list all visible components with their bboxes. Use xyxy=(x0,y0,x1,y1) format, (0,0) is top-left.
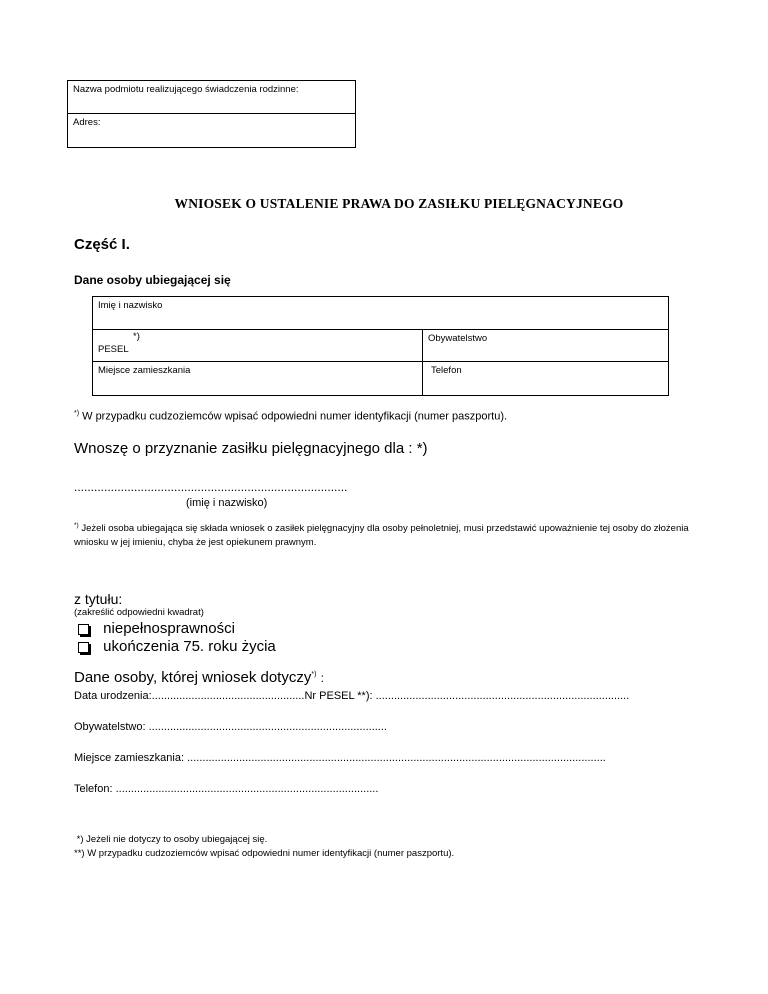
person-heading xyxy=(74,669,324,686)
title-of-heading: z tytułu: xyxy=(74,591,123,607)
person-citizenship-field[interactable]: .............................................................................. xyxy=(148,721,387,733)
address-label: Adres: xyxy=(73,117,101,128)
entity-name-field[interactable] xyxy=(68,81,355,114)
person-residence-field[interactable]: ......................................................................................................................................... xyxy=(187,752,606,764)
pesel-footnote-mark: *) xyxy=(133,331,140,342)
person-heading-mark: *) xyxy=(311,671,317,678)
birth-field[interactable]: .................................................. xyxy=(151,690,305,702)
applicant-pesel-field[interactable] xyxy=(93,330,423,362)
person-phone-field[interactable]: ...................................................................................... xyxy=(115,783,379,795)
applicant-heading: Dane osoby ubiegającej się xyxy=(74,273,231,287)
person-heading-text: Dane osoby, której wniosek dotyczy xyxy=(74,669,312,686)
person-citizenship-row xyxy=(74,721,387,733)
person-pesel-label: Nr PESEL **): xyxy=(304,690,373,702)
person-birth-row xyxy=(74,690,629,702)
person-residence-row xyxy=(74,752,606,764)
applicant-table xyxy=(92,296,669,396)
part-heading: Część I. xyxy=(74,236,130,253)
footnote-2-text: Jeżeli osoba ubiegająca się składa wniosek o zasiłek pielęgnacyjny dla osoby pełnoletniej, musi przedstawić upoważnienie tej osoby do złożenia wniosku w jej imieniu, chyba że jest opiekunem prawnym. xyxy=(74,523,689,549)
option-age-label: ukończenia 75. roku życia xyxy=(103,638,276,655)
person-phone-row xyxy=(74,783,378,795)
residence-label: Miejsce zamieszkania xyxy=(98,365,191,376)
entity-name-label: Nazwa podmiotu realizującego świadczenia rodzinne: xyxy=(73,84,299,95)
applicant-residence-field[interactable] xyxy=(93,362,423,395)
checkbox-icon[interactable] xyxy=(78,624,89,635)
person-residence-label: Miejsce zamieszkania: xyxy=(74,752,185,764)
option-age[interactable] xyxy=(78,638,276,656)
citizenship-label: Obywatelstwo xyxy=(428,333,488,344)
person-phone-label: Telefon: xyxy=(74,783,113,795)
entity-box xyxy=(67,80,356,148)
bottom-note-2: **) W przypadku cudzoziemców wpisać odpowiedni numer identyfikacji (numer paszportu). xyxy=(74,848,455,859)
applicant-name-label: Imię i nazwisko xyxy=(98,300,163,311)
option-disability[interactable] xyxy=(78,620,235,638)
option-disability-label: niepełnosprawności xyxy=(103,620,235,637)
beneficiary-name-caption: (imię i nazwisko) xyxy=(186,497,268,509)
address-field[interactable] xyxy=(68,114,355,147)
phone-label: Telefon xyxy=(431,365,462,376)
person-pesel-field[interactable]: ................................................................................... xyxy=(375,690,630,702)
applicant-name-field[interactable] xyxy=(93,297,668,330)
bottom-note-1: *) Jeżeli nie dotyczy to osoby ubiegającej się. xyxy=(74,834,268,845)
birth-label: Data urodzenia: xyxy=(74,690,152,702)
footnote-2 xyxy=(74,519,714,550)
request-line: Wnoszę o przyznanie zasiłku pielęgnacyjnego dla : *) xyxy=(74,440,428,457)
form-title: WNIOSEK O USTALENIE PRAWA DO ZASIŁKU PIELĘGNACYJNEGO xyxy=(174,196,624,211)
person-citizenship-label: Obywatelstwo: xyxy=(74,721,146,733)
person-heading-colon: : xyxy=(320,671,324,685)
footnote-1-mark: *) xyxy=(74,410,80,417)
footnote-2-mark: *) xyxy=(74,522,79,529)
pesel-label: PESEL xyxy=(98,344,129,355)
footnote-1-text: W przypadku cudzoziemców wpisać odpowiedni numer identyfikacji (numer paszportu). xyxy=(82,410,508,423)
applicant-citizenship-field[interactable] xyxy=(423,330,668,362)
checkbox-icon[interactable] xyxy=(78,642,89,653)
beneficiary-name-field[interactable]: .................................................................................. xyxy=(74,480,348,494)
title-of-hint: (zakreślić odpowiedni kwadrat) xyxy=(74,607,204,618)
applicant-phone-field[interactable] xyxy=(423,362,668,395)
footnote-1 xyxy=(74,410,507,423)
